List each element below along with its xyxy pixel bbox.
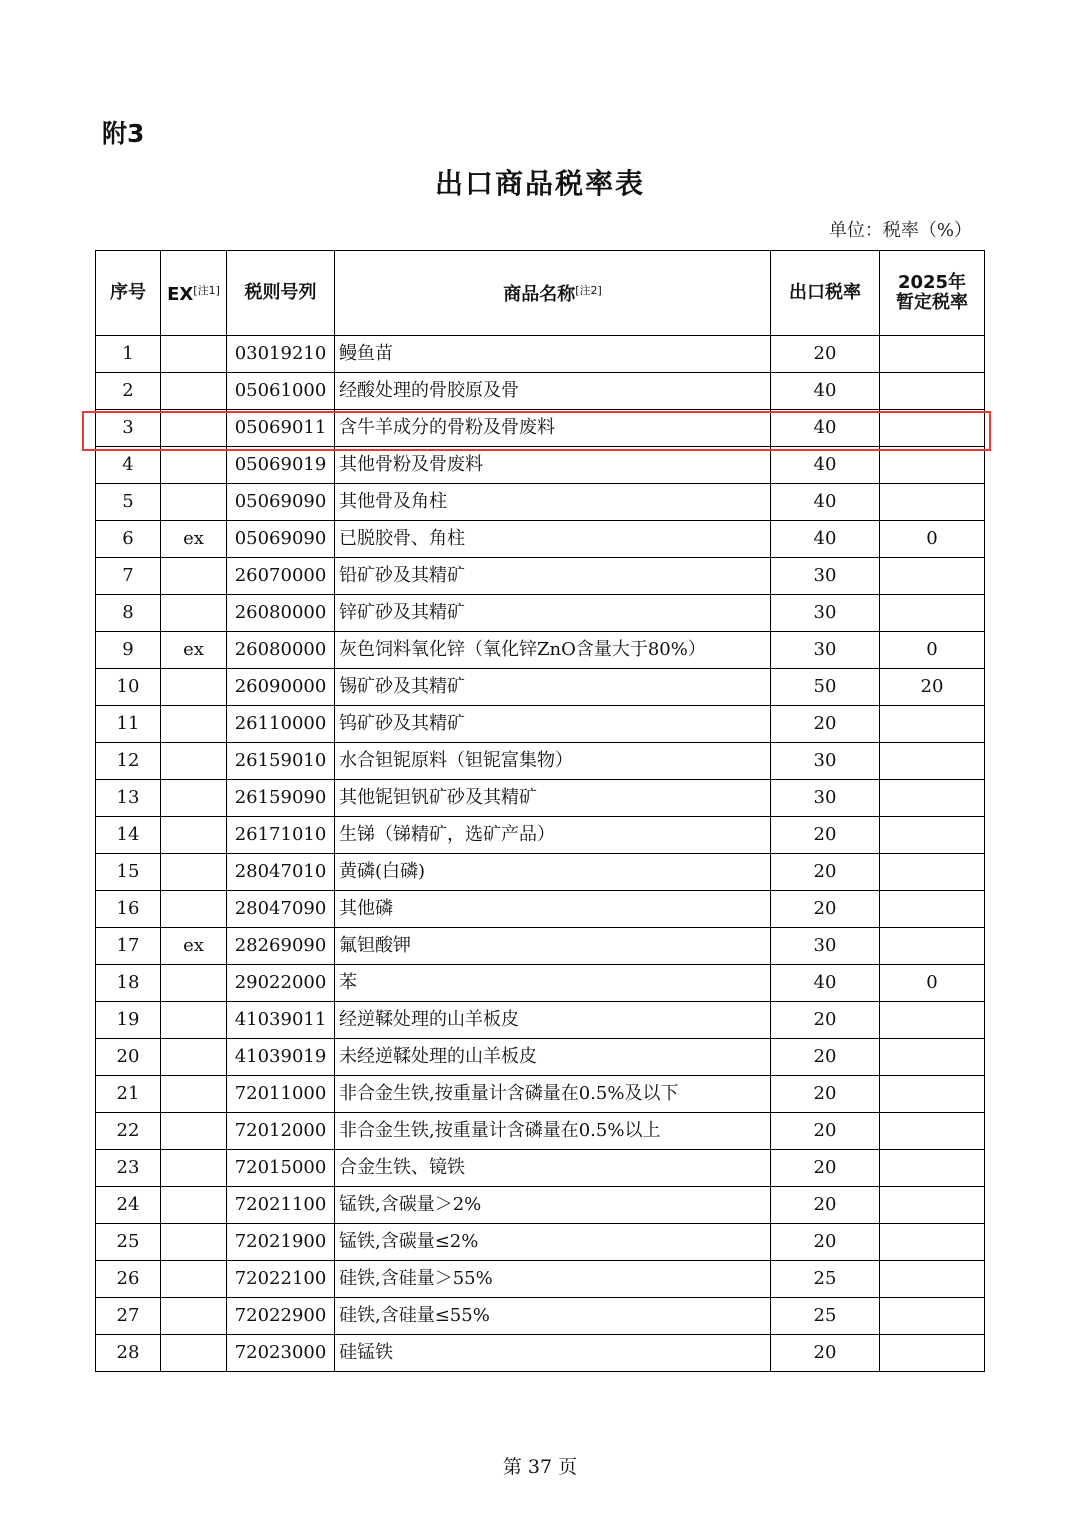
table-row bbox=[96, 1187, 985, 1224]
cell-code: 03019210 bbox=[227, 336, 335, 373]
cell-code: 72022100 bbox=[227, 1261, 335, 1298]
page-number: 第 37 页 bbox=[502, 1456, 578, 1478]
cell-seq: 9 bbox=[96, 632, 161, 669]
cell-code: 26171010 bbox=[227, 817, 335, 854]
cell-code: 05069011 bbox=[227, 410, 335, 447]
cell-code: 72011000 bbox=[227, 1076, 335, 1113]
cell-temp-rate bbox=[880, 1298, 985, 1335]
cell-temp-rate bbox=[880, 780, 985, 817]
header-temp-rate bbox=[880, 251, 985, 336]
cell-rate: 20 bbox=[771, 854, 880, 891]
table-row bbox=[96, 706, 985, 743]
table-row bbox=[96, 780, 985, 817]
tariff-table bbox=[95, 250, 985, 1372]
cell-seq: 3 bbox=[96, 410, 161, 447]
cell-temp-rate: 0 bbox=[880, 521, 985, 558]
table-row bbox=[96, 595, 985, 632]
cell-ex bbox=[161, 817, 227, 854]
cell-rate: 40 bbox=[771, 410, 880, 447]
cell-rate: 40 bbox=[771, 484, 880, 521]
cell-seq: 14 bbox=[96, 817, 161, 854]
cell-ex bbox=[161, 410, 227, 447]
cell-rate: 40 bbox=[771, 965, 880, 1002]
header-temp-line1: 2025年 bbox=[897, 272, 967, 293]
cell-seq: 20 bbox=[96, 1039, 161, 1076]
cell-rate: 20 bbox=[771, 1002, 880, 1039]
attachment-label: 附3 bbox=[102, 119, 145, 148]
cell-seq: 1 bbox=[96, 336, 161, 373]
cell-code: 05069090 bbox=[227, 484, 335, 521]
cell-code: 26090000 bbox=[227, 669, 335, 706]
cell-rate: 40 bbox=[771, 447, 880, 484]
cell-rate: 25 bbox=[771, 1261, 880, 1298]
cell-temp-rate bbox=[880, 817, 985, 854]
header-name-note: [注2] bbox=[575, 284, 602, 297]
cell-temp-rate bbox=[880, 928, 985, 965]
table-row bbox=[96, 632, 985, 669]
cell-rate: 40 bbox=[771, 373, 880, 410]
cell-name: 氟钽酸钾 bbox=[335, 928, 771, 965]
cell-temp-rate bbox=[880, 558, 985, 595]
cell-ex bbox=[161, 891, 227, 928]
header-ex-note: [注1] bbox=[193, 284, 220, 297]
header-ex-label: EX bbox=[167, 284, 194, 305]
cell-rate: 20 bbox=[771, 1224, 880, 1261]
cell-name: 硅铁,含硅量≤55% bbox=[335, 1298, 771, 1335]
cell-ex bbox=[161, 1113, 227, 1150]
table-row bbox=[96, 669, 985, 706]
table-body bbox=[96, 336, 985, 1372]
page-title: 出口商品税率表 bbox=[434, 167, 645, 200]
cell-ex bbox=[161, 1002, 227, 1039]
cell-temp-rate bbox=[880, 1002, 985, 1039]
cell-seq: 18 bbox=[96, 965, 161, 1002]
cell-code: 28269090 bbox=[227, 928, 335, 965]
cell-code: 05069019 bbox=[227, 447, 335, 484]
cell-temp-rate bbox=[880, 1261, 985, 1298]
cell-rate: 30 bbox=[771, 632, 880, 669]
cell-temp-rate bbox=[880, 595, 985, 632]
cell-name: 合金生铁、镜铁 bbox=[335, 1150, 771, 1187]
header-code: 税则号列 bbox=[227, 251, 335, 336]
table-header-row bbox=[96, 251, 985, 336]
cell-ex bbox=[161, 743, 227, 780]
cell-name: 非合金生铁,按重量计含磷量在0.5%以上 bbox=[335, 1113, 771, 1150]
table-row bbox=[96, 521, 985, 558]
cell-name: 经逆鞣处理的山羊板皮 bbox=[335, 1002, 771, 1039]
cell-rate: 20 bbox=[771, 706, 880, 743]
cell-temp-rate bbox=[880, 1076, 985, 1113]
cell-seq: 21 bbox=[96, 1076, 161, 1113]
cell-name: 锡矿砂及其精矿 bbox=[335, 669, 771, 706]
cell-code: 26070000 bbox=[227, 558, 335, 595]
cell-seq: 8 bbox=[96, 595, 161, 632]
cell-rate: 20 bbox=[771, 1187, 880, 1224]
header-temp-line2: 暂定税率 bbox=[896, 292, 968, 313]
cell-temp-rate bbox=[880, 336, 985, 373]
cell-temp-rate bbox=[880, 1039, 985, 1076]
cell-seq: 6 bbox=[96, 521, 161, 558]
cell-temp-rate bbox=[880, 1150, 985, 1187]
table-row bbox=[96, 447, 985, 484]
cell-ex bbox=[161, 373, 227, 410]
cell-temp-rate bbox=[880, 447, 985, 484]
cell-code: 26110000 bbox=[227, 706, 335, 743]
table-row bbox=[96, 1002, 985, 1039]
cell-name: 锌矿砂及其精矿 bbox=[335, 595, 771, 632]
cell-name: 非合金生铁,按重量计含磷量在0.5%及以下 bbox=[335, 1076, 771, 1113]
cell-rate: 30 bbox=[771, 595, 880, 632]
cell-seq: 25 bbox=[96, 1224, 161, 1261]
cell-seq: 7 bbox=[96, 558, 161, 595]
cell-name: 其他铌钽钒矿砂及其精矿 bbox=[335, 780, 771, 817]
cell-name: 苯 bbox=[335, 965, 771, 1002]
cell-seq: 16 bbox=[96, 891, 161, 928]
cell-temp-rate bbox=[880, 373, 985, 410]
cell-rate: 30 bbox=[771, 780, 880, 817]
header-name bbox=[335, 251, 771, 336]
cell-name: 锰铁,含碳量＞2% bbox=[335, 1187, 771, 1224]
cell-rate: 20 bbox=[771, 817, 880, 854]
cell-code: 41039019 bbox=[227, 1039, 335, 1076]
cell-name: 锰铁,含碳量≤2% bbox=[335, 1224, 771, 1261]
table-row bbox=[96, 965, 985, 1002]
cell-ex bbox=[161, 706, 227, 743]
cell-seq: 13 bbox=[96, 780, 161, 817]
cell-name: 黄磷(白磷) bbox=[335, 854, 771, 891]
cell-seq: 28 bbox=[96, 1335, 161, 1372]
cell-rate: 30 bbox=[771, 928, 880, 965]
cell-rate: 30 bbox=[771, 558, 880, 595]
cell-seq: 4 bbox=[96, 447, 161, 484]
cell-ex: ex bbox=[161, 521, 227, 558]
table-row bbox=[96, 558, 985, 595]
cell-seq: 24 bbox=[96, 1187, 161, 1224]
table-row bbox=[96, 410, 985, 447]
cell-seq: 22 bbox=[96, 1113, 161, 1150]
cell-name: 生锑（锑精矿，选矿产品） bbox=[335, 817, 771, 854]
cell-ex bbox=[161, 484, 227, 521]
header-ex bbox=[161, 251, 227, 336]
cell-rate: 20 bbox=[771, 1335, 880, 1372]
cell-ex bbox=[161, 1335, 227, 1372]
cell-name: 经酸处理的骨胶原及骨 bbox=[335, 373, 771, 410]
cell-name: 硅锰铁 bbox=[335, 1335, 771, 1372]
cell-temp-rate bbox=[880, 891, 985, 928]
cell-ex bbox=[161, 1298, 227, 1335]
table-row bbox=[96, 1150, 985, 1187]
cell-code: 05061000 bbox=[227, 373, 335, 410]
cell-seq: 19 bbox=[96, 1002, 161, 1039]
cell-ex bbox=[161, 669, 227, 706]
cell-rate: 20 bbox=[771, 1076, 880, 1113]
cell-temp-rate bbox=[880, 1113, 985, 1150]
cell-name: 钨矿砂及其精矿 bbox=[335, 706, 771, 743]
cell-temp-rate bbox=[880, 854, 985, 891]
cell-temp-rate bbox=[880, 1187, 985, 1224]
table-row bbox=[96, 336, 985, 373]
cell-name: 已脱胶骨、角柱 bbox=[335, 521, 771, 558]
cell-temp-rate bbox=[880, 410, 985, 447]
cell-rate: 20 bbox=[771, 891, 880, 928]
cell-code: 26159010 bbox=[227, 743, 335, 780]
cell-ex bbox=[161, 1187, 227, 1224]
cell-code: 72021900 bbox=[227, 1224, 335, 1261]
cell-rate: 30 bbox=[771, 743, 880, 780]
table-row bbox=[96, 891, 985, 928]
cell-seq: 11 bbox=[96, 706, 161, 743]
cell-name: 含牛羊成分的骨粉及骨废料 bbox=[335, 410, 771, 447]
cell-name: 灰色饲料氧化锌（氧化锌ZnO含量大于80%） bbox=[335, 632, 771, 669]
cell-code: 72015000 bbox=[227, 1150, 335, 1187]
cell-ex: ex bbox=[161, 632, 227, 669]
cell-name: 其他磷 bbox=[335, 891, 771, 928]
cell-rate: 50 bbox=[771, 669, 880, 706]
cell-ex: ex bbox=[161, 928, 227, 965]
table-row bbox=[96, 1261, 985, 1298]
cell-ex bbox=[161, 1039, 227, 1076]
cell-seq: 27 bbox=[96, 1298, 161, 1335]
table-row bbox=[96, 1076, 985, 1113]
cell-code: 29022000 bbox=[227, 965, 335, 1002]
table-row bbox=[96, 928, 985, 965]
cell-seq: 2 bbox=[96, 373, 161, 410]
cell-code: 72021100 bbox=[227, 1187, 335, 1224]
cell-code: 72022900 bbox=[227, 1298, 335, 1335]
cell-ex bbox=[161, 780, 227, 817]
cell-seq: 10 bbox=[96, 669, 161, 706]
table-row bbox=[96, 373, 985, 410]
cell-rate: 20 bbox=[771, 1113, 880, 1150]
table-row bbox=[96, 817, 985, 854]
cell-code: 26080000 bbox=[227, 595, 335, 632]
cell-ex bbox=[161, 558, 227, 595]
cell-name: 未经逆鞣处理的山羊板皮 bbox=[335, 1039, 771, 1076]
cell-ex bbox=[161, 336, 227, 373]
cell-ex bbox=[161, 1224, 227, 1261]
cell-name: 其他骨粉及骨废料 bbox=[335, 447, 771, 484]
cell-rate: 40 bbox=[771, 521, 880, 558]
cell-ex bbox=[161, 595, 227, 632]
cell-ex bbox=[161, 447, 227, 484]
table-row bbox=[96, 484, 985, 521]
cell-temp-rate bbox=[880, 1335, 985, 1372]
cell-rate: 20 bbox=[771, 1039, 880, 1076]
cell-name: 水合钽铌原料（钽铌富集物） bbox=[335, 743, 771, 780]
table-row bbox=[96, 854, 985, 891]
cell-code: 41039011 bbox=[227, 1002, 335, 1039]
header-name-label: 商品名称 bbox=[503, 284, 576, 305]
cell-name: 硅铁,含硅量＞55% bbox=[335, 1261, 771, 1298]
cell-code: 05069090 bbox=[227, 521, 335, 558]
cell-rate: 20 bbox=[771, 1150, 880, 1187]
cell-ex bbox=[161, 854, 227, 891]
cell-name: 其他骨及角柱 bbox=[335, 484, 771, 521]
table-row bbox=[96, 1298, 985, 1335]
cell-rate: 25 bbox=[771, 1298, 880, 1335]
cell-seq: 12 bbox=[96, 743, 161, 780]
cell-name: 铅矿砂及其精矿 bbox=[335, 558, 771, 595]
unit-label: 单位：税率（%） bbox=[828, 220, 972, 241]
table-row bbox=[96, 743, 985, 780]
cell-seq: 23 bbox=[96, 1150, 161, 1187]
cell-rate: 20 bbox=[771, 336, 880, 373]
cell-seq: 17 bbox=[96, 928, 161, 965]
cell-ex bbox=[161, 1150, 227, 1187]
cell-ex bbox=[161, 1261, 227, 1298]
cell-seq: 26 bbox=[96, 1261, 161, 1298]
table-row bbox=[96, 1039, 985, 1076]
cell-temp-rate bbox=[880, 484, 985, 521]
cell-code: 28047010 bbox=[227, 854, 335, 891]
cell-seq: 5 bbox=[96, 484, 161, 521]
cell-temp-rate: 20 bbox=[880, 669, 985, 706]
header-seq: 序号 bbox=[96, 251, 161, 336]
cell-temp-rate bbox=[880, 743, 985, 780]
table-row bbox=[96, 1113, 985, 1150]
cell-code: 26159090 bbox=[227, 780, 335, 817]
cell-seq: 15 bbox=[96, 854, 161, 891]
cell-name: 鳗鱼苗 bbox=[335, 336, 771, 373]
cell-code: 72023000 bbox=[227, 1335, 335, 1372]
cell-code: 72012000 bbox=[227, 1113, 335, 1150]
cell-code: 26080000 bbox=[227, 632, 335, 669]
cell-temp-rate: 0 bbox=[880, 965, 985, 1002]
header-rate: 出口税率 bbox=[771, 251, 880, 336]
cell-ex bbox=[161, 1076, 227, 1113]
cell-ex bbox=[161, 965, 227, 1002]
table-row bbox=[96, 1335, 985, 1372]
cell-code: 28047090 bbox=[227, 891, 335, 928]
cell-temp-rate bbox=[880, 1224, 985, 1261]
cell-temp-rate: 0 bbox=[880, 632, 985, 669]
cell-temp-rate bbox=[880, 706, 985, 743]
table-row bbox=[96, 1224, 985, 1261]
